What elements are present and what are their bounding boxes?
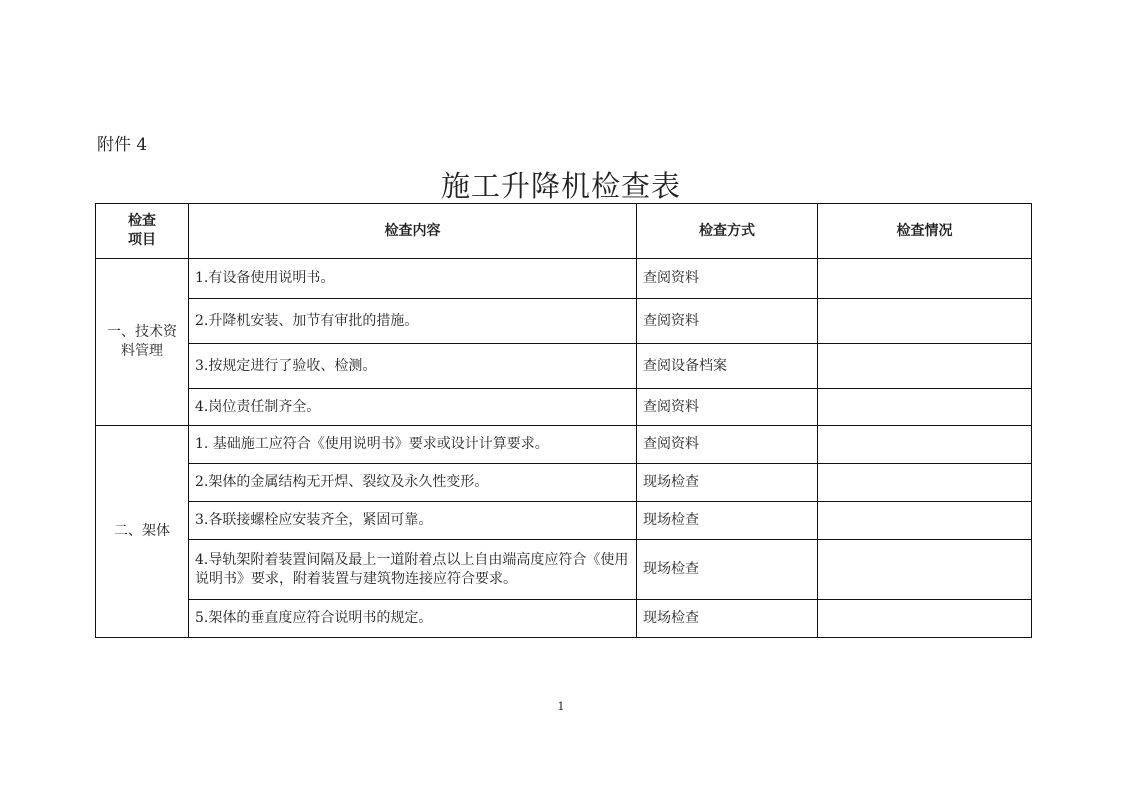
item-method: 查阅资料	[637, 426, 818, 464]
page-title: 施工升降机检查表	[440, 169, 681, 203]
item-content: 4.岗位责任制齐全。	[189, 389, 637, 426]
item-status[interactable]	[818, 299, 1032, 344]
inspection-table	[95, 203, 1032, 638]
item-content: 4.导轨架附着装置间隔及最上一道附着点以上自由端高度应符合《使用说明书》要求，附着装置与建筑物连接应符合要求。	[189, 540, 637, 600]
header-category	[96, 204, 189, 259]
item-method: 现场检查	[637, 600, 818, 638]
item-status[interactable]	[818, 344, 1032, 389]
item-method: 查阅资料	[637, 389, 818, 426]
item-content: 1. 基础施工应符合《使用说明书》要求或设计计算要求。	[189, 426, 637, 464]
table-row	[96, 502, 1032, 540]
header-content: 检查内容	[189, 204, 637, 259]
item-status[interactable]	[818, 540, 1032, 600]
item-content: 3.按规定进行了验收、检测。	[189, 344, 637, 389]
page-number: 1	[557, 700, 565, 713]
section-name-line2: 料管理	[121, 343, 163, 359]
item-method: 现场检查	[637, 502, 818, 540]
section-name	[96, 426, 189, 638]
header-status: 检查情况	[818, 204, 1032, 259]
item-method: 查阅资料	[637, 299, 818, 344]
item-content: 2.升降机安装、加节有审批的措施。	[189, 299, 637, 344]
item-content: 5.架体的垂直度应符合说明书的规定。	[189, 600, 637, 638]
item-method: 现场检查	[637, 464, 818, 502]
item-content: 2.架体的金属结构无开焊、裂纹及永久性变形。	[189, 464, 637, 502]
item-status[interactable]	[818, 389, 1032, 426]
item-method: 现场检查	[637, 540, 818, 600]
attachment-label: 附件 4	[97, 135, 148, 155]
item-status[interactable]	[818, 464, 1032, 502]
table-row	[96, 540, 1032, 600]
header-category-line2: 项目	[128, 232, 156, 248]
header-category-line1: 检查	[128, 213, 156, 229]
item-status[interactable]	[818, 426, 1032, 464]
item-status[interactable]	[818, 259, 1032, 299]
section-name-line1: 二、架体	[114, 523, 170, 539]
header-method: 检查方式	[637, 204, 818, 259]
item-content: 3.各联接螺栓应安装齐全，紧固可靠。	[189, 502, 637, 540]
table-row	[96, 426, 1032, 464]
item-status[interactable]	[818, 502, 1032, 540]
table-row	[96, 259, 1032, 299]
table-row	[96, 389, 1032, 426]
item-status[interactable]	[818, 600, 1032, 638]
table-header-row	[96, 204, 1032, 259]
table-row	[96, 299, 1032, 344]
table-row	[96, 344, 1032, 389]
table-row	[96, 464, 1032, 502]
section-name	[96, 259, 189, 426]
item-method: 查阅设备档案	[637, 344, 818, 389]
item-method: 查阅资料	[637, 259, 818, 299]
table-row	[96, 600, 1032, 638]
section-name-line1: 一、技术资	[107, 324, 177, 340]
item-content: 1.有设备使用说明书。	[189, 259, 637, 299]
